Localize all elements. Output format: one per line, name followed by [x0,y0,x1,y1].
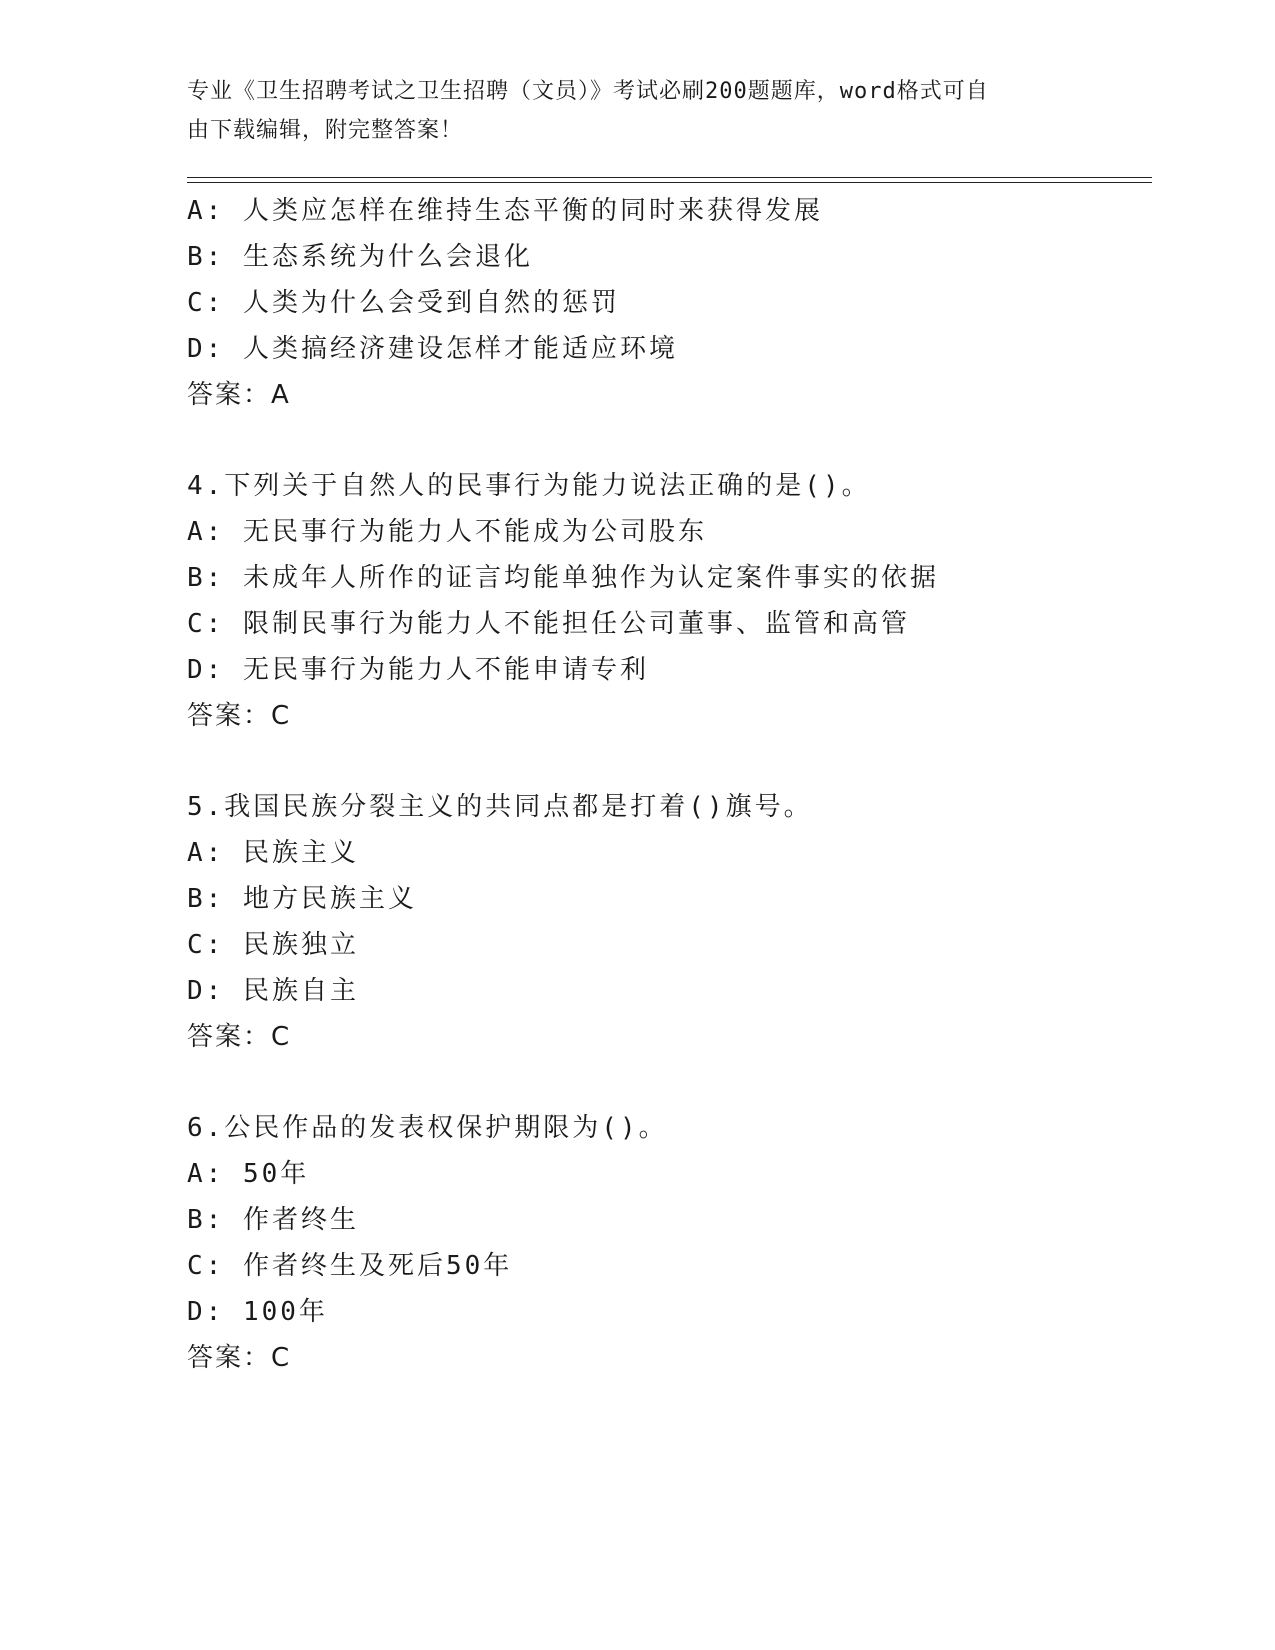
spacer [187,418,1152,463]
option-c: C: 民族独立 [187,930,359,960]
option-d: D: 无民事行为能力人不能申请专利 [187,655,649,685]
question-block-5 [187,784,1152,1060]
option-b: B: 地方民族主义 [187,884,417,914]
question-stem: 5.我国民族分裂主义的共同点都是打着()旗号。 [187,792,813,822]
option-c: C: 人类为什么会受到自然的惩罚 [187,288,620,318]
option-b: B: 未成年人所作的证言均能单独作为认定案件事实的依据 [187,563,939,593]
option-a: A: 无民事行为能力人不能成为公司股东 [187,517,707,547]
answer-line: 答案：C [187,1343,292,1373]
header-divider-bottom [187,182,1152,183]
question-stem: 4.下列关于自然人的民事行为能力说法正确的是()。 [187,471,871,501]
spacer [187,739,1152,784]
option-d: D: 100年 [187,1297,328,1327]
option-d: D: 人类搞经济建设怎样才能适应环境 [187,334,678,364]
question-block-6 [187,1105,1152,1381]
option-b: B: 生态系统为什么会退化 [187,242,533,272]
question-stem: 6.公民作品的发表权保护期限为()。 [187,1113,668,1143]
question-block-3 [187,188,1152,418]
answer-line: 答案：A [187,380,291,410]
option-c: C: 限制民事行为能力人不能担任公司董事、监管和高管 [187,609,910,639]
option-a: A: 民族主义 [187,838,359,868]
header-divider-top [187,177,1152,178]
option-b: B: 作者终生 [187,1205,359,1235]
header-line-1: 专业《卫生招聘考试之卫生招聘（文员）》考试必刷200题题库，word格式可自 [187,79,989,104]
header-line-2: 由下载编辑，附完整答案！ [187,118,464,143]
document-header [187,72,1067,150]
option-a: A: 50年 [187,1159,310,1189]
option-c: C: 作者终生及死后50年 [187,1251,513,1281]
option-d: D: 民族自主 [187,976,359,1006]
spacer [187,1060,1152,1105]
question-list [187,188,1152,1381]
answer-line: 答案：C [187,701,292,731]
question-block-4 [187,463,1152,739]
answer-line: 答案：C [187,1022,292,1052]
option-a: A: 人类应怎样在维持生态平衡的同时来获得发展 [187,196,823,226]
